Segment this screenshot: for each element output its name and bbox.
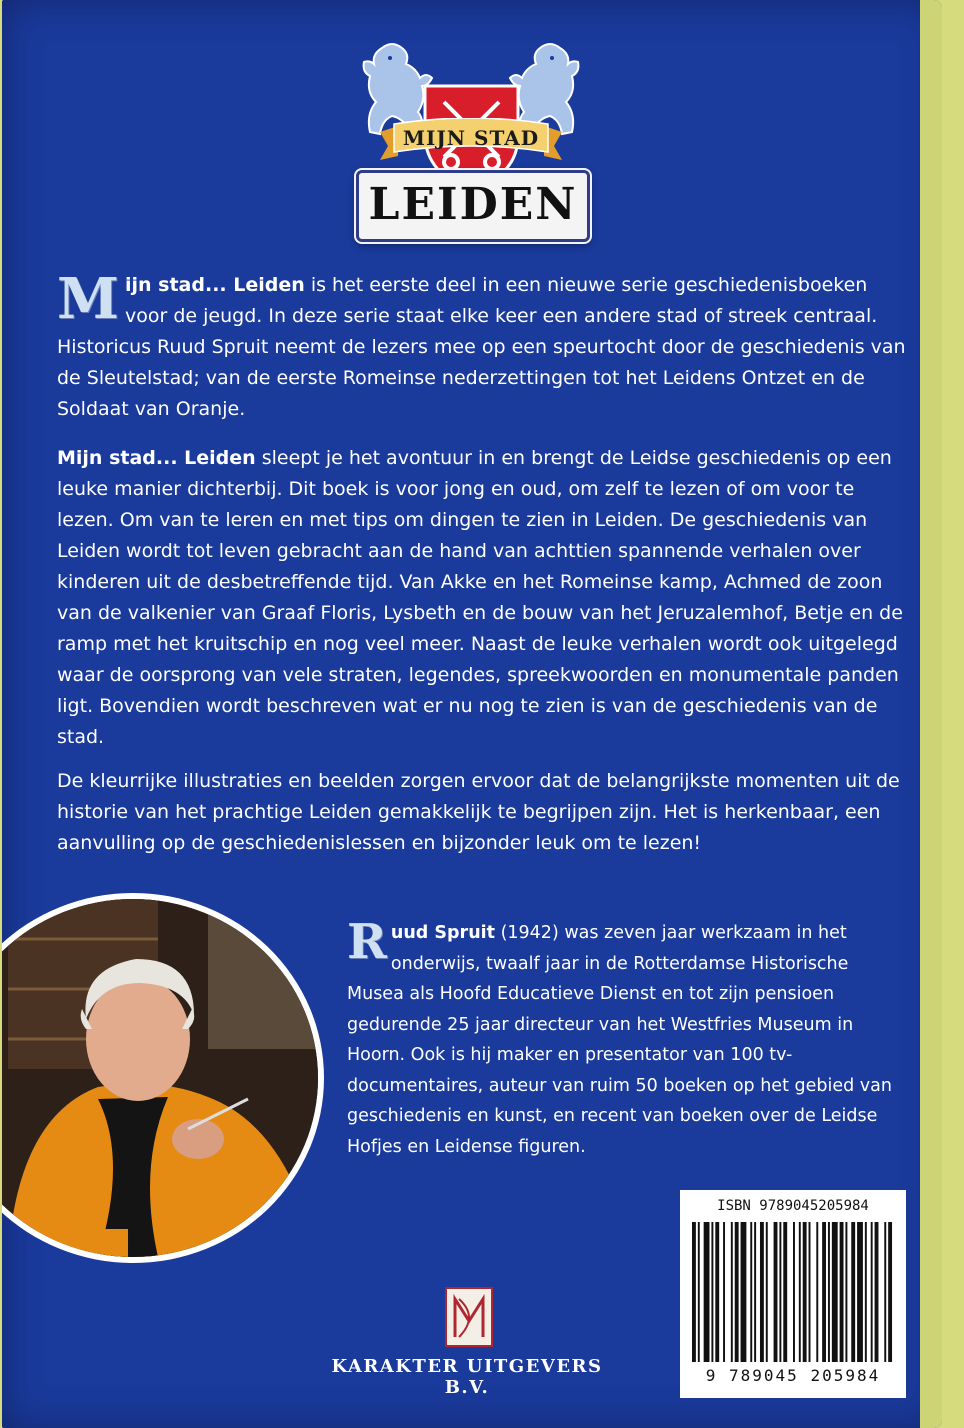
intro-bold-lead: ijn stad... Leiden — [125, 274, 305, 296]
barcode-bar — [828, 1222, 830, 1362]
isbn-label: ISBN 9789045205984 — [717, 1198, 869, 1214]
barcode-bar — [750, 1222, 752, 1362]
barcode-bar — [779, 1222, 781, 1362]
barcode-bar — [865, 1222, 867, 1362]
intro-paragraph — [57, 266, 907, 425]
barcode-bar — [735, 1222, 739, 1362]
barcode-bar — [704, 1222, 710, 1362]
third-paragraph — [57, 766, 907, 859]
second-bold-lead: Mijn stad... Leiden — [57, 447, 256, 469]
barcode-bar — [793, 1222, 795, 1362]
second-paragraph — [57, 443, 907, 753]
isbn-digits: 9 789045 205984 — [705, 1366, 881, 1385]
book-back-cover — [2, 0, 942, 1428]
mijn-stad-leiden-logo — [352, 30, 590, 245]
author-bio — [347, 914, 907, 1162]
leiden-street-sign — [356, 170, 590, 242]
barcode-bar — [875, 1222, 879, 1362]
publisher-logo-icon — [445, 1287, 493, 1347]
intro-text: is het eerste deel in een nieuwe serie geschiedenisboeken voor de jeugd. In deze serie staat elke keer een andere stad of streek centraal. Historicus Ruud Spruit neemt de lezers mee op een speurtocht door de geschiedenis van de Sleutelstad; van de eerste Romeinse nederzettingen tot het Leidens Ontzet en de Soldaat van Oranje. — [57, 274, 906, 420]
bio-text: (1942) was zeven jaar werkzaam in het onderwijs, twaalf jaar in de Rotterdamse Historische Musea als Hoofd Educatieve Dienst en tot zijn pensioen gedurende 25 jaar directeur van het Westfries Museum in Hoorn. Ook is hij maker en presentator van 100 tv-documentaires, auteur van ruim 50 boeken op het gebied van geschiedenis en kunst, en recent van boeken over de Leidse Hofjes en Leidense figuren. — [347, 923, 892, 1157]
barcode-bar — [754, 1222, 756, 1362]
isbn-barcode — [680, 1190, 906, 1398]
publisher-name: KARAKTER UITGEVERS B.V. — [331, 1356, 603, 1398]
bio-bold-lead: uud Spruit — [390, 923, 496, 943]
bio-dropcap: R — [347, 914, 387, 970]
barcode-bar — [888, 1222, 892, 1362]
author-photo — [2, 893, 324, 1263]
barcode-bar — [774, 1222, 778, 1362]
barcode-bars-icon — [692, 1222, 894, 1362]
barcode-bar — [840, 1222, 844, 1362]
barcode-bar — [822, 1222, 826, 1362]
third-text: De kleurrijke illustraties en beelden zorgen ervoor dat de belangrijkste momenten uit de historie van het prachtige Leiden gemakkelijk te begrijpen zijn. Het is herkenbaar, een aanvulling op de geschiedenislessen en bijzonder leuk om te lezen! — [57, 770, 900, 854]
barcode-bar — [766, 1222, 768, 1362]
barcode-bar — [731, 1222, 733, 1362]
barcode-bar — [741, 1222, 747, 1362]
author-portrait-image — [2, 899, 318, 1257]
barcode-bar — [715, 1222, 719, 1362]
barcode-bar — [692, 1222, 696, 1362]
spine-edge — [920, 0, 942, 1428]
barcode-bar — [809, 1222, 811, 1362]
logo-city-name: LEIDEN — [368, 179, 578, 230]
barcode-bar — [857, 1222, 863, 1362]
barcode-bar — [803, 1222, 807, 1362]
barcode-bar — [832, 1222, 838, 1362]
barcode-bar — [783, 1222, 787, 1362]
logo-banner-text: MIJN STAD — [402, 126, 540, 150]
barcode-bar — [711, 1222, 713, 1362]
intro-dropcap: M — [57, 266, 119, 332]
barcode-bar — [698, 1222, 700, 1362]
barcode-bar — [845, 1222, 847, 1362]
barcode-bar — [871, 1222, 873, 1362]
barcode-bar — [723, 1222, 725, 1362]
barcode-bar — [760, 1222, 764, 1362]
barcode-bar — [816, 1222, 818, 1362]
barcode-bar — [799, 1222, 801, 1362]
barcode-bar — [884, 1222, 886, 1362]
barcode-bar — [851, 1222, 855, 1362]
second-text: sleept je het avontuur in en brengt de Leidse geschiedenis op een leuke manier dichterbij. Dit boek is voor jong en oud, om zelf te lezen of om voor te lezen. Om van te leren en met tips om dingen te zien in Leiden. De geschiedenis van Leiden wordt tot leven gebracht aan de hand van achttien spannende verhalen over kinderen uit de desbetreffende tijd. Van Akke en het Romeinse kamp, Achmed de zoon van de valkenier van Graaf Floris, Lysbeth en de bouw van het Jeruzalemhof, Betje en de ramp met het kruitschip en nog veel meer. Naast de leuke verhalen wordt ook uitgelegd waar de oorsprong van vele straten, legendes, spreekwoorden en monumentale panden ligt. Bovendien wordt beschreven wat er nu nog te zien is van de geschiedenis van de stad. — [57, 447, 903, 748]
